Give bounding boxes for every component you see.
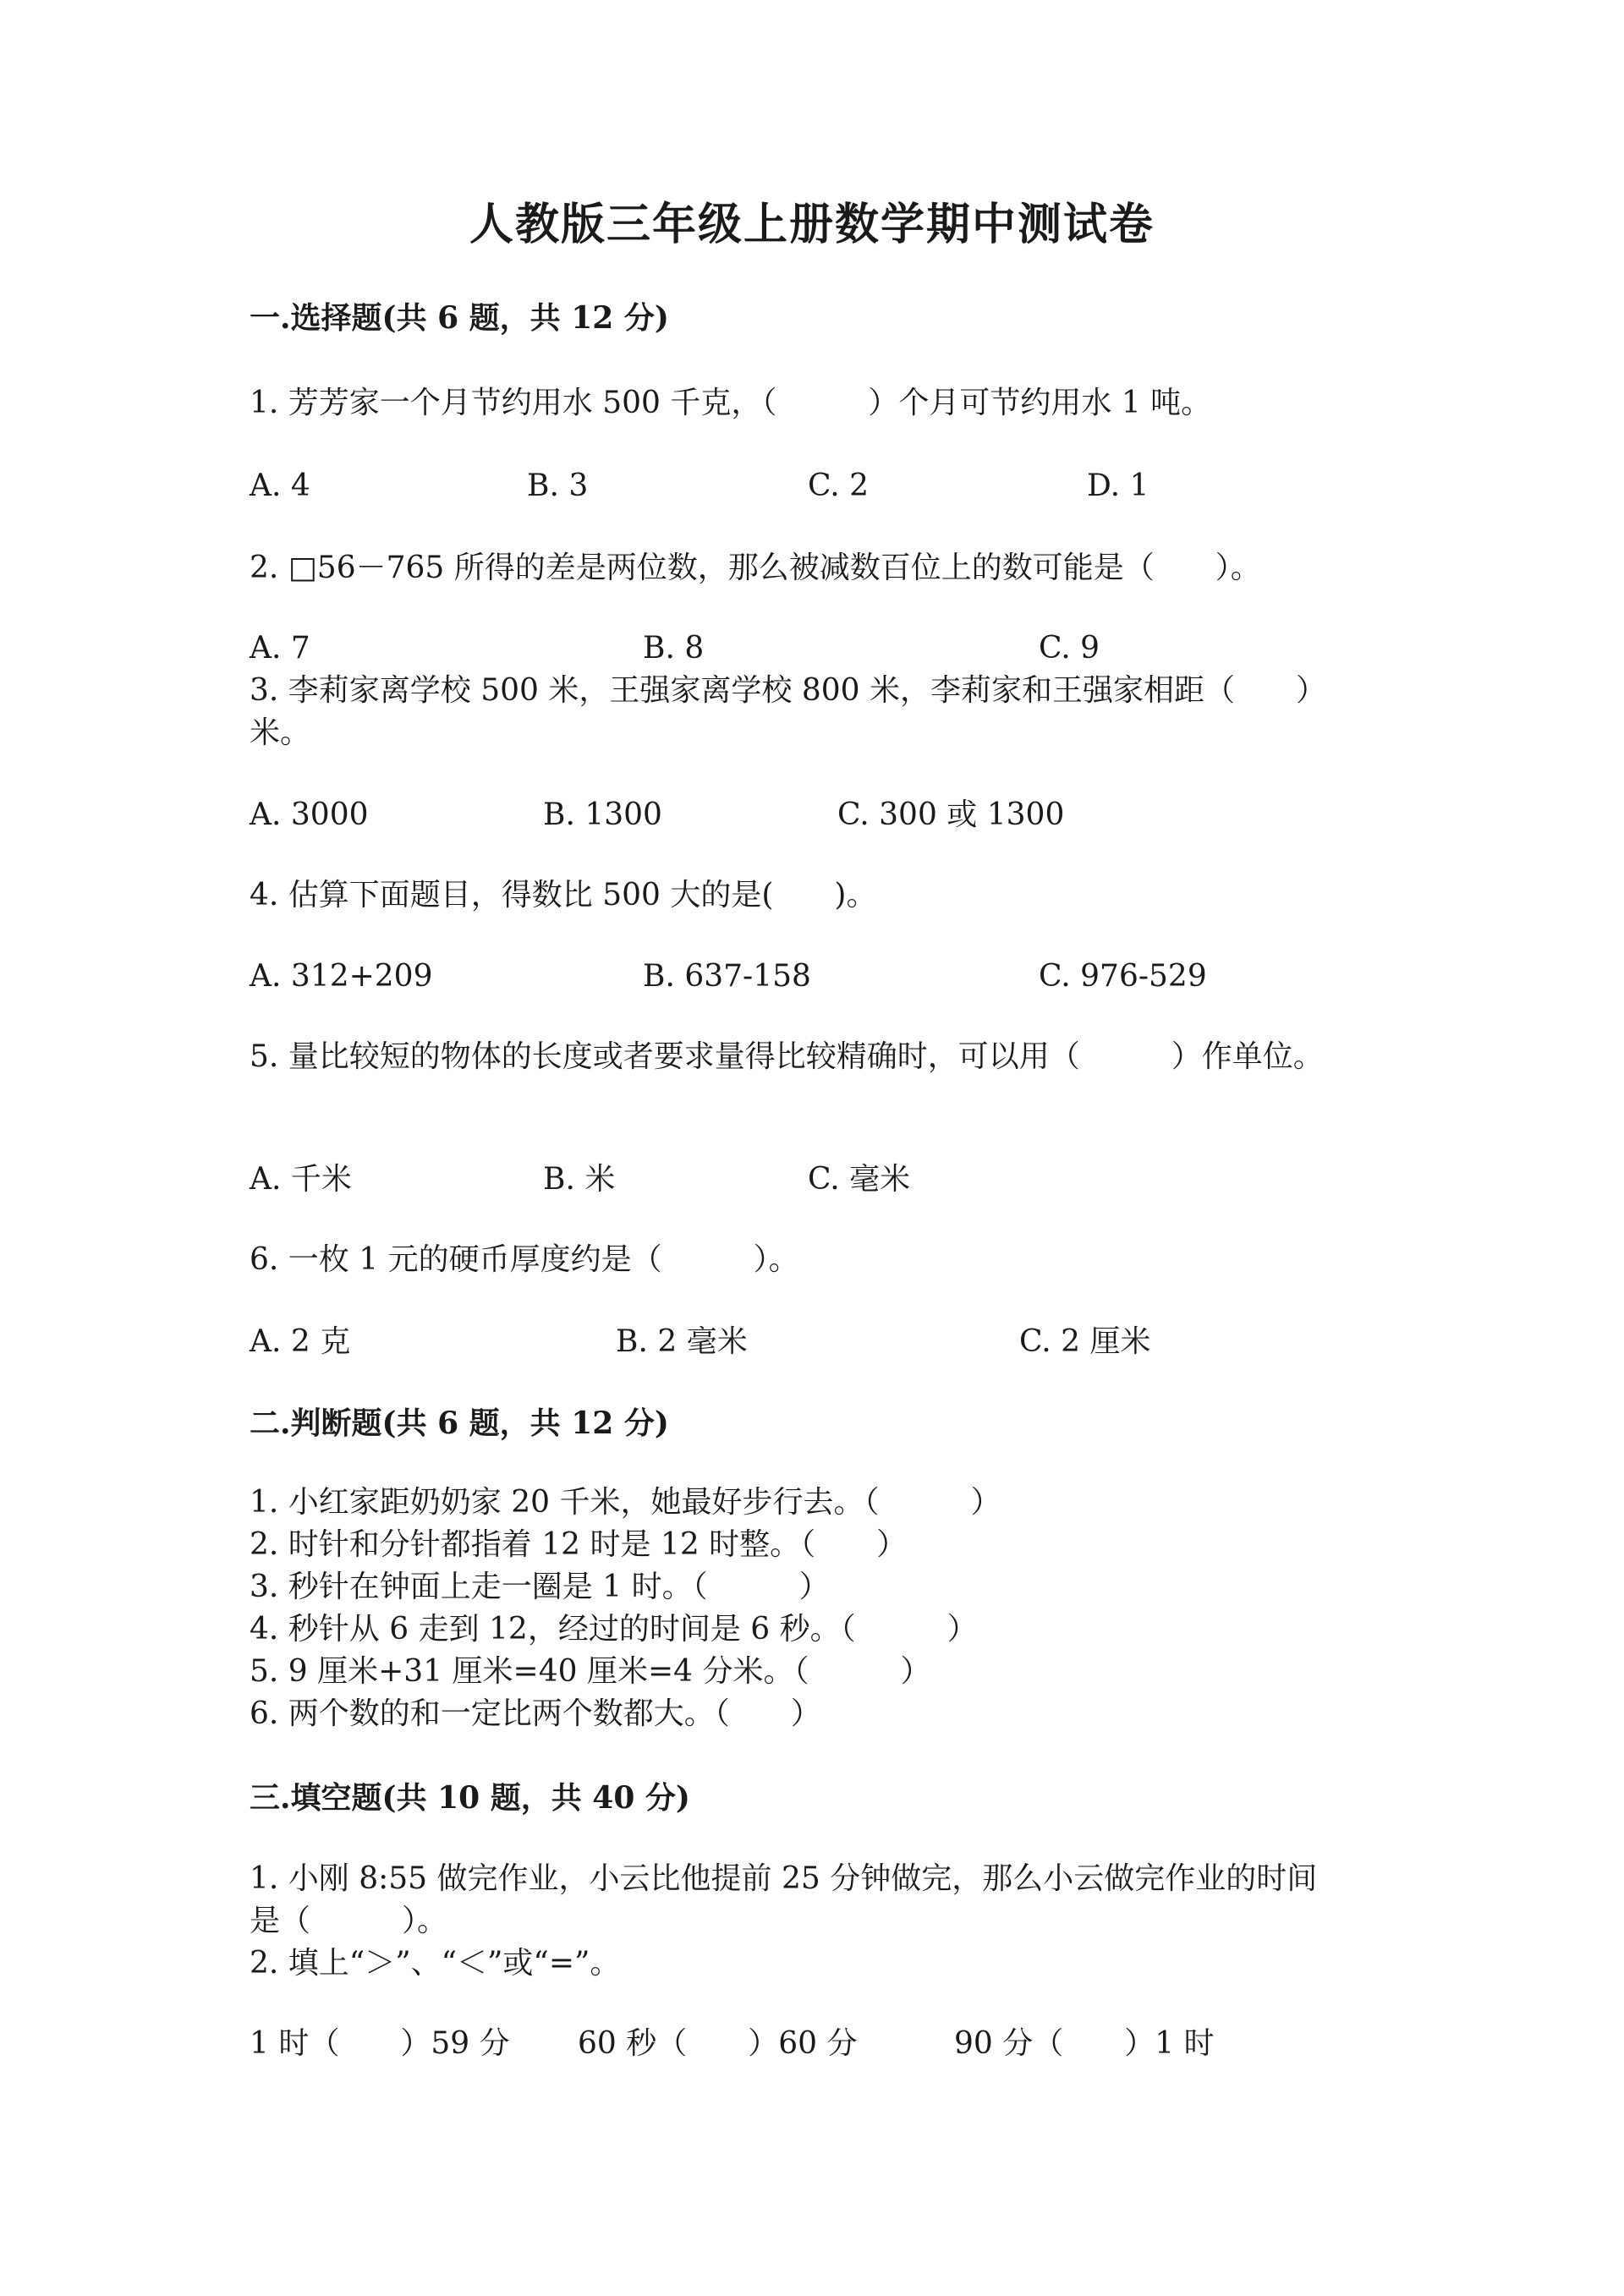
option: A. 7 (250, 631, 310, 666)
option: C. 毫米 (808, 1162, 911, 1197)
option: B. 1300 (543, 797, 662, 832)
option: C. 2 厘米 (1019, 1324, 1151, 1359)
option: B. 637-158 (643, 959, 811, 994)
option: A. 千米 (250, 1162, 352, 1197)
question-stem: 3. 李莉家离学校 500 米，王强家离学校 800 米，李莉家和王强家相距（ ） (250, 673, 1326, 708)
option: B. 3 (527, 469, 589, 503)
option: B. 8 (643, 631, 705, 666)
judge-item: 3. 秒针在钟面上走一圈是 1 时。（ ） (250, 1570, 830, 1604)
question-stem: 5. 量比较短的物体的长度或者要求量得比较精确时，可以用（ ）作单位。 (250, 1039, 1324, 1074)
compare-blank: 90 分（ ）1 时 (954, 2026, 1215, 2061)
fill-item-continued: 是（ ）。 (250, 1904, 448, 1938)
judge-item: 5. 9 厘米+31 厘米=40 厘米=4 分米。（ ） (250, 1654, 931, 1689)
option: C. 300 或 1300 (837, 797, 1065, 832)
option: A. 4 (250, 469, 310, 503)
option: C. 2 (808, 469, 870, 503)
option: C. 9 (1039, 631, 1100, 666)
option: A. 312+209 (250, 959, 433, 994)
compare-blank: 1 时（ ）59 分 (250, 2026, 510, 2061)
option: D. 1 (1087, 469, 1149, 503)
fill-item: 2. 填上“＞”、“＜”或“=”。 (250, 1946, 621, 1981)
judge-item: 4. 秒针从 6 走到 12，经过的时间是 6 秒。（ ） (250, 1612, 978, 1647)
question-stem: 4. 估算下面题目，得数比 500 大的是( )。 (250, 878, 877, 912)
judge-item: 6. 两个数的和一定比两个数都大。（ ） (250, 1696, 821, 1731)
question-stem: 6. 一枚 1 元的硬币厚度约是（ ）。 (250, 1242, 799, 1277)
fill-item: 1. 小刚 8:55 做完作业，小云比他提前 25 分钟做完，那么小云做完作业的时间 (250, 1861, 1318, 1896)
option: C. 976-529 (1039, 959, 1207, 994)
option: A. 2 克 (250, 1324, 351, 1359)
compare-blank: 60 秒（ ）60 分 (578, 2026, 858, 2061)
option: A. 3000 (250, 797, 369, 832)
option: B. 米 (543, 1162, 616, 1197)
section-heading-choice: 一.选择题(共 6 题，共 12 分) (250, 300, 669, 336)
judge-item: 1. 小红家距奶奶家 20 千米，她最好步行去。（ ） (250, 1485, 1001, 1520)
option: B. 2 毫米 (616, 1324, 748, 1359)
question-stem-continued: 米。 (250, 715, 311, 750)
page-title: 人教版三年级上册数学期中测试卷 (469, 199, 1155, 250)
question-stem: 2. □56－765 所得的差是两位数，那么被减数百位上的数可能是（ ）。 (250, 551, 1261, 585)
judge-item: 2. 时针和分针都指着 12 时是 12 时整。（ ） (250, 1527, 908, 1562)
section-heading-fill: 三.填空题(共 10 题，共 40 分) (250, 1780, 690, 1816)
question-stem: 1. 芳芳家一个月节约用水 500 千克，（ ）个月可节约用水 1 吨。 (250, 386, 1212, 420)
section-heading-judge: 二.判断题(共 6 题，共 12 分) (250, 1406, 669, 1441)
